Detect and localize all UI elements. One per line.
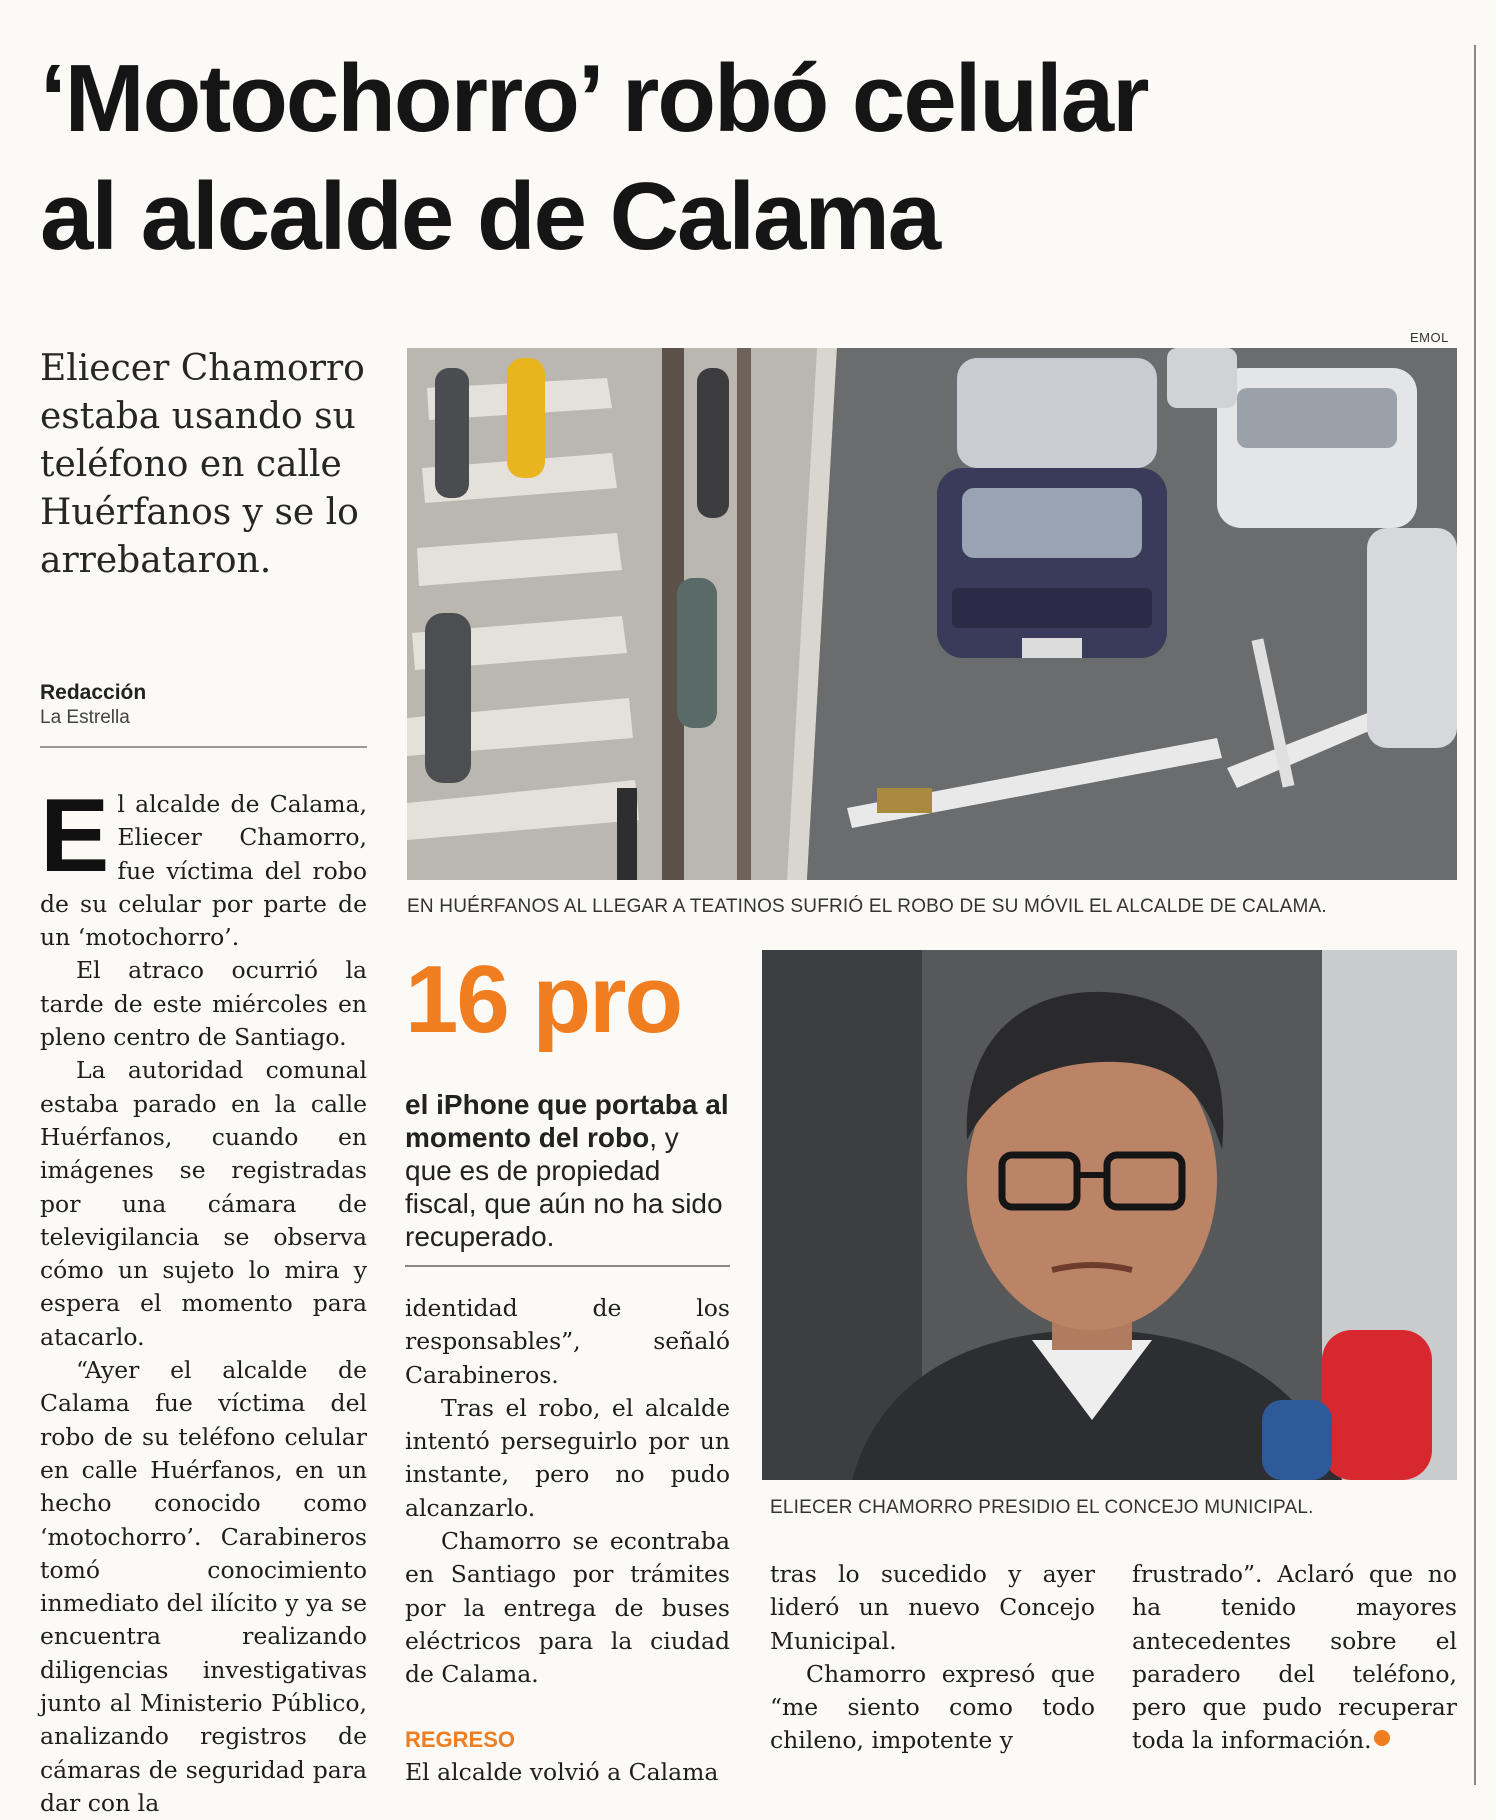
article-column-4 — [1132, 1558, 1457, 1758]
byline-divider — [40, 746, 367, 748]
photo-caption: ELIECER CHAMORRO PRESIDIO EL CONCEJO MUNICIPAL. — [770, 1497, 1314, 1518]
stat-description-rest: , y que es de propiedad fiscal, que aún no ha sido recuperado. — [405, 1122, 723, 1252]
street-cctv-photo — [407, 348, 1457, 880]
paragraph: tras lo sucedido y ayer lideró un nuevo Concejo Municipal. — [770, 1560, 1095, 1655]
section-subhead: REGRESO — [405, 1726, 516, 1752]
mayor-portrait-photo — [762, 950, 1457, 1480]
paragraph: “Ayer el alcalde de Calama fue víctima del robo de su teléfono celular en calle Huérfanos, en un hecho conocido como ‘motochorro’. Carabineros tomó conocimiento inmediato del ilícito y ya se encuentra realizando diligencias investigativas junto al Ministerio Público, analizando registros de cámaras de seguridad para dar con la — [40, 1356, 367, 1817]
photo-credit: EMOL — [1410, 330, 1449, 345]
paragraph-end — [1132, 1558, 1457, 1758]
paragraph: El alcalde volvió a Calama — [405, 1757, 719, 1786]
paragraph-continuation: frustrado”. Aclaró que no ha tenido mayores antecedentes sobre el paradero del teléfono, pero que pudo recuperar toda la información. — [1132, 1560, 1457, 1755]
paragraph: El atraco ocurrió la tarde de este miércoles en pleno centro de Santiago. — [40, 956, 367, 1052]
paragraph: Tras el robo, el alcalde intentó perseguirlo por un instante, pero no pudo alcanzarlo. — [405, 1393, 730, 1522]
byline-publication: La Estrella — [40, 707, 130, 728]
stat-divider — [405, 1265, 730, 1267]
stat-number: 16 pro — [405, 946, 682, 1053]
photo-caption: EN HUÉRFANOS AL LLEGAR A TEATINOS SUFRIÓ EL ROBO DE SU MÓVIL EL ALCALDE DE CALAMA. — [407, 896, 1327, 917]
paragraph: Chamorro se econtraba en Santiago por trámites por la entrega de buses eléctricos para la ciudad de Calama. — [405, 1527, 730, 1689]
headline-line-1: ‘Motochorro’ robó celular — [40, 45, 1148, 152]
street-scene-illustration — [407, 348, 1457, 880]
article-column-1 — [40, 778, 367, 1820]
drop-cap: E — [40, 778, 110, 894]
paragraph: Chamorro expresó que “me siento como todo chileno, impotente y — [770, 1659, 1095, 1755]
paragraph — [40, 778, 367, 954]
stat-description-bold: el iPhone que portaba al momento del robo — [405, 1089, 729, 1153]
headline-line-2: al alcalde de Calama — [40, 163, 940, 270]
stat-description — [405, 1088, 730, 1253]
column-divider — [1474, 45, 1476, 1785]
paragraph: identidad de los responsables”, señaló Carabineros. — [405, 1294, 730, 1389]
portrait-illustration — [762, 950, 1457, 1480]
byline — [40, 680, 370, 730]
article-column-3 — [770, 1558, 1095, 1758]
dek: Eliecer Chamorro estaba usando su teléfono en calle Huérfanos y se lo arrebataron. — [40, 348, 365, 581]
paragraph-text: l alcalde de Calama, Eliecer Chamorro, fue víctima del robo de su celular por parte de un ‘motochorro’. — [40, 790, 367, 952]
paragraph: La autoridad comunal estaba parado en la calle Huérfanos, cuando en imágenes se registradas por una cámara de televigilancia se observa cómo un sujeto lo mira y espera el momento para atacarlo. — [40, 1056, 367, 1351]
end-mark-icon — [1374, 1730, 1390, 1746]
headline — [40, 40, 1460, 276]
article-column-2 — [405, 1292, 730, 1789]
byline-author: Redacción — [40, 681, 147, 704]
